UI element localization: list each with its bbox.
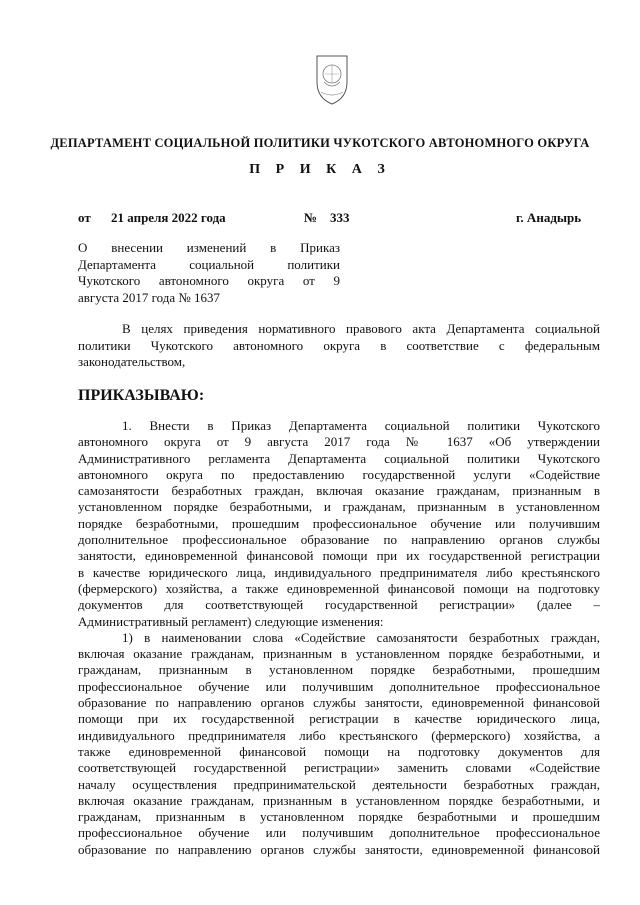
document-type: П Р И К А З	[249, 162, 391, 177]
body-line: гражданам, признанным в установленном порядке безработными, прошедшим	[78, 662, 600, 678]
body-line: дополнительное профессиональное образование по направлению органов службы	[78, 532, 600, 548]
preamble-line: законодательством,	[78, 354, 186, 369]
order-heading: ПРИКАЗЫВАЮ:	[78, 387, 205, 404]
body-line: 1) в наименовании слова «Содействие самозанятости безработных граждан,	[122, 629, 600, 645]
subject-line: августа 2017 года № 1637	[78, 289, 221, 305]
body-line: занятости, единовременной финансовой помощи при их государственной регистрации	[78, 548, 600, 564]
body-line: образование по направлению органов службы занятости, единовременной финансовой	[78, 695, 600, 711]
document-subject	[78, 240, 340, 306]
body-line: автономного округа по предоставлению государственной услуги «Содействие	[78, 466, 600, 482]
body-line: Административного регламента Департамента социальной политики Чукотского	[78, 450, 600, 466]
body-line: документов для соответствующей государственной регистрации» (далее –	[78, 597, 600, 613]
body-line: автономного округа от 9 августа 2017 года № 1637 «Об утверждении	[78, 434, 600, 450]
body-line: профессиональное обучение или получившим дополнительное профессиональное	[78, 678, 600, 694]
body-line: самозанятости безработных граждан, включая оказание гражданам, признанным в	[78, 483, 600, 499]
subject-line: Департамента социальной политики	[78, 256, 340, 272]
date-from-label: от	[78, 210, 91, 225]
document-city: г. Анадырь	[516, 210, 582, 225]
body-line: (фермерского) хозяйства, а также единовременной финансовой помощи на подготовку	[78, 580, 600, 596]
body-line: включая оказание гражданам, признанным в установленном порядке безработными, и	[78, 792, 600, 808]
body-line: установленном порядке безработными, и гражданам, признанным в установленном	[78, 499, 600, 515]
subject-line: О внесении изменений в Приказ	[78, 240, 340, 255]
body-line: соответствующей государственной регистрации» заменить словами «Содействие	[78, 760, 600, 776]
body-line: включая оказание гражданам, признанным в установленном порядке безработными, и	[78, 646, 600, 662]
body-line: в качестве юридического лица, индивидуального предпринимателя либо крестьянского	[78, 564, 600, 580]
coat-of-arms-icon	[313, 52, 351, 106]
body-line: началу осуществления предпринимательской деятельности безработных граждан,	[78, 776, 600, 792]
body-line: Административный регламент) следующие изменения:	[78, 613, 384, 629]
body-line: также единовременной финансовой помощи на подготовку документов для	[78, 743, 600, 759]
number-label: №	[304, 210, 318, 225]
subject-line: Чукотского автономного округа от 9	[78, 273, 340, 288]
body-line: 1. Внести в Приказ Департамента социальной политики Чукотского	[122, 418, 600, 433]
body-line: индивидуального предпринимателя либо крестьянского (фермерского) хозяйства, а	[78, 727, 600, 743]
preamble-line: В целях приведения нормативного правового акта Департамента социальной	[122, 321, 600, 336]
document-date: 21 апреля 2022 года	[111, 210, 226, 225]
document-number: 333	[330, 210, 350, 225]
department-name: ДЕПАРТАМЕНТ СОЦИАЛЬНОЙ ПОЛИТИКИ ЧУКОТСКОГО АВТОНОМНОГО ОКРУГА	[50, 136, 590, 150]
body-line: профессиональное обучение или получившим дополнительное профессиональное	[78, 825, 600, 841]
body-line: порядке безработными, прошедшим профессиональное обучение или получившим	[78, 515, 600, 531]
preamble-line: политики Чукотского автономного округа в соответствие с федеральным	[78, 337, 600, 353]
body-line: гражданам, признанным в установленном порядке безработными и прошедшим	[78, 809, 600, 825]
preamble	[78, 321, 600, 371]
document-body	[78, 418, 600, 858]
body-line: помощи при их государственной регистрации в качестве юридического лица,	[78, 711, 600, 727]
body-line: образование по направлению органов службы занятости, единовременной финансовой	[78, 841, 600, 857]
